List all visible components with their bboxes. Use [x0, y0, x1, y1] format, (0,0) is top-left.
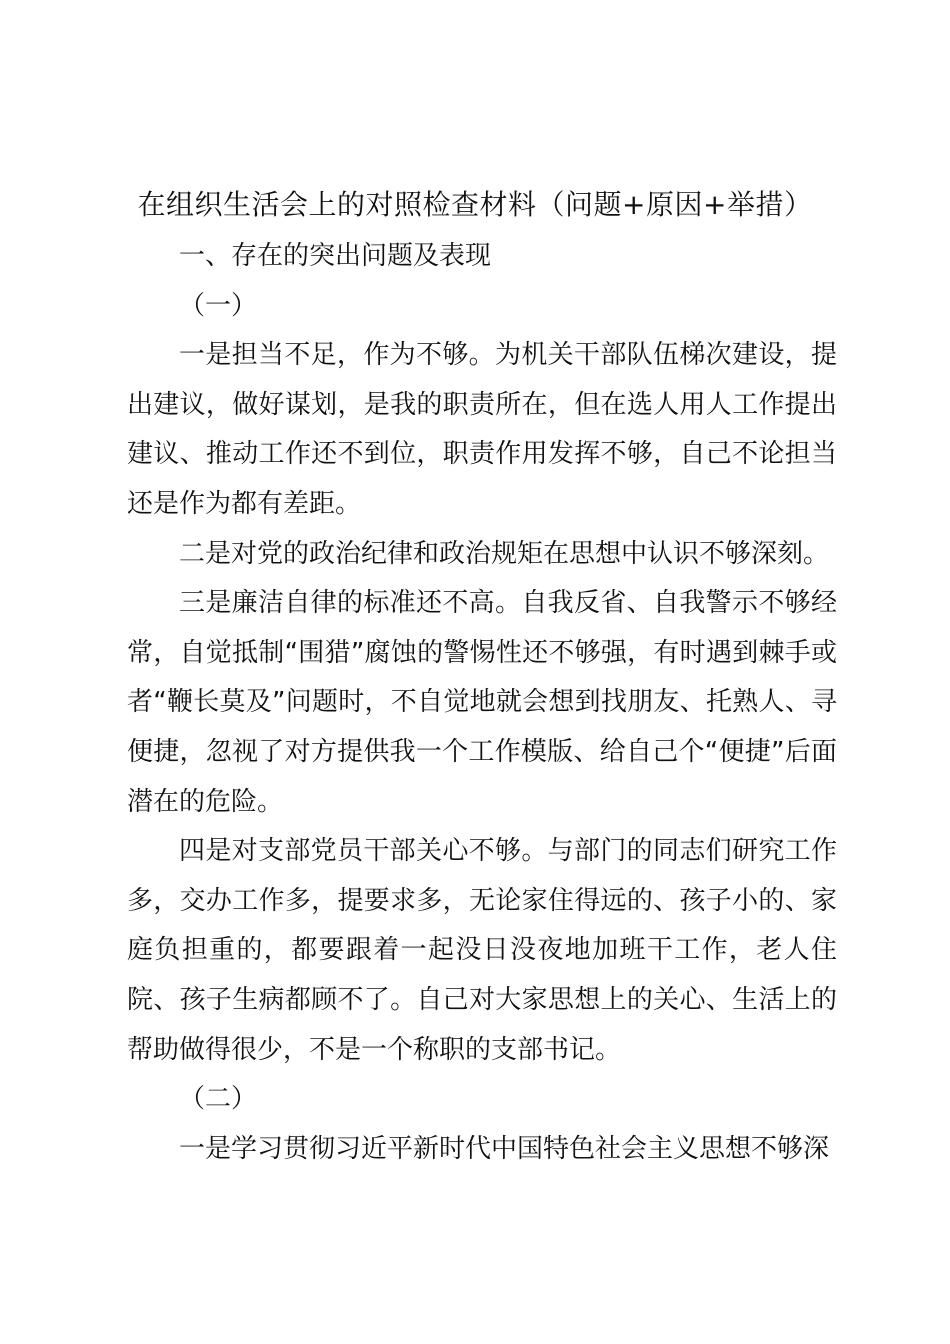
body-paragraph: 三是廉洁自律的标准还不高。自我反省、自我警示不够经常，自觉抵制“围猎”腐蚀的警惕性还不够强，有时遇到棘手或者“鞭长莫及”问题时，不自觉地就会想到找朋友、托熟人、寻便捷，忽视了对方提供我一个工作模版、给自己个“便捷”后面潜在的危险。 — [127, 588, 837, 817]
document-body — [127, 232, 837, 1174]
document-title: 在组织生活会上的对照检查材料（问题+原因+举措） — [137, 188, 813, 221]
body-paragraph: 一是担当不足，作为不够。为机关干部队伍梯次建设，提出建议，做好谋划，是我的职责所在，但在选人用人工作提出建议、推动工作还不到位，职责作用发挥不够，自己不论担当还是作为都有差距。 — [127, 340, 837, 519]
body-paragraph: 四是对支部党员干部关心不够。与部门的同志们研究工作多，交办工作多，提要求多，无论家住得远的、孩子小的、家庭负担重的，都要跟着一起没日没夜地加班干工作，老人住院、孩子生病都顾不了。自己对大家思想上的关心、生活上的帮助做得很少，不是一个称职的支部书记。 — [127, 836, 837, 1065]
body-paragraph: 一是学习贯彻习近平新时代中国特色社会主义思想不够深 — [179, 1133, 830, 1164]
section-heading: 一、存在的突出问题及表现 — [179, 241, 492, 271]
subsection-heading: （一） — [179, 290, 258, 321]
body-paragraph: 二是对党的政治纪律和政治规矩在思想中认识不够深刻。 — [179, 538, 830, 569]
subsection-heading: （二） — [179, 1084, 258, 1115]
